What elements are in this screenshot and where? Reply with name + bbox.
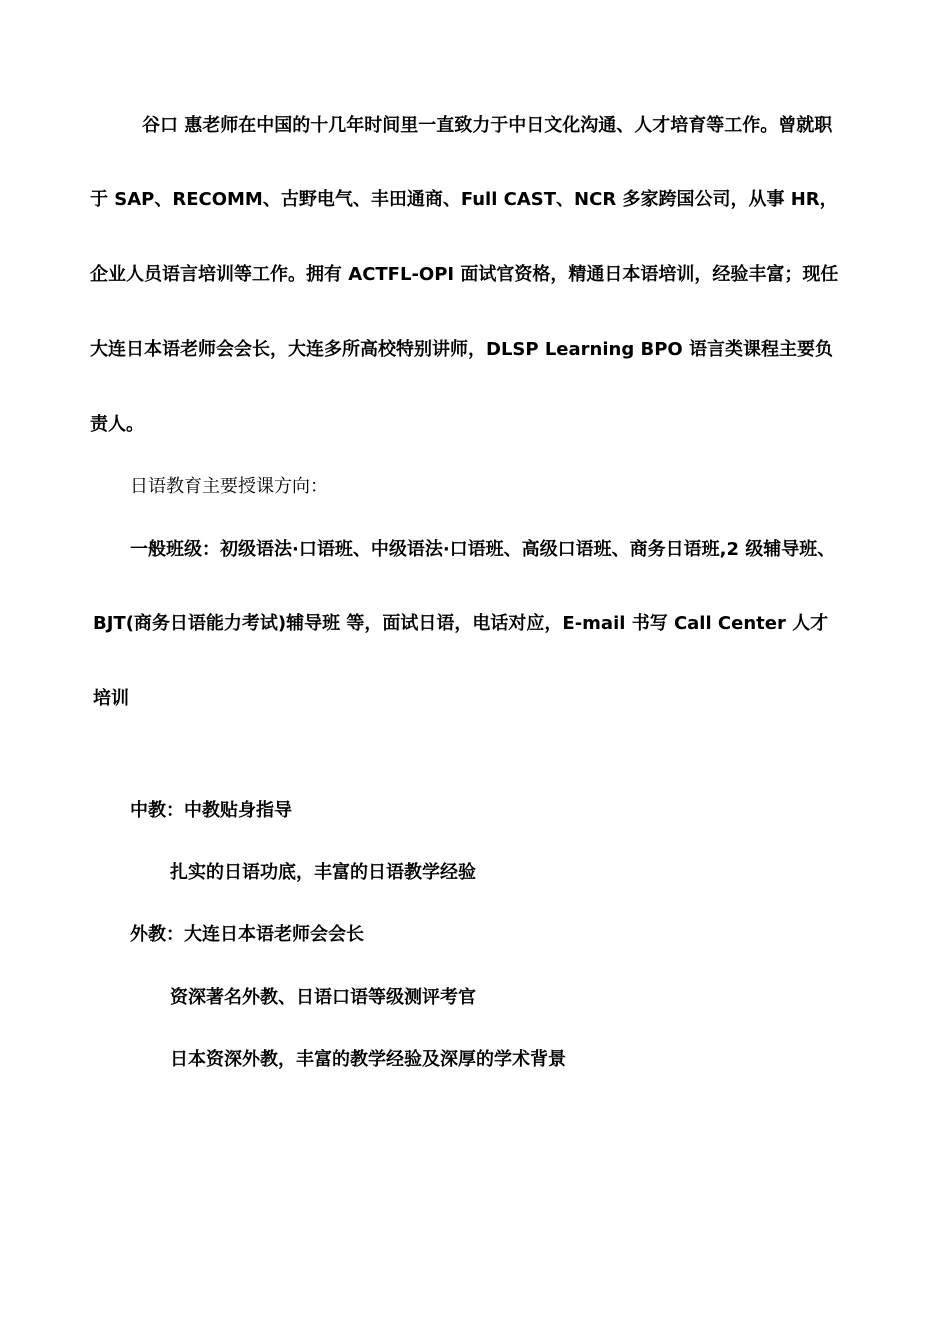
course-line-3: 培训 [93,688,129,709]
intro-line-2: 于 SAP、RECOMM、古野电气、丰田通商、Full CAST、NCR 多家跨国公司，从事 HR， [90,189,838,210]
direction-heading: 日语教育主要授课方向： [130,476,328,497]
intro-line-5: 责人。 [90,414,144,435]
chinese-teacher-heading: 中教：中教贴身指导 [130,800,292,821]
chinese-teacher-detail: 扎实的日语功底，丰富的日语教学经验 [170,862,476,883]
foreign-teacher-detail-2: 日本资深外教，丰富的教学经验及深厚的学术背景 [170,1049,566,1070]
intro-line-3: 企业人员语言培训等工作。拥有 ACTFL-OPI 面试官资格，精通日本语培训，经验丰富；现任 [90,264,839,285]
intro-line-1: 谷口 惠老师在中国的十几年时间里一直致力于中日文化沟通、人才培育等工作。曾就职 [142,115,833,136]
foreign-teacher-heading: 外教：大连日本语老师会会长 [130,924,364,945]
foreign-teacher-detail-1: 资深著名外教、日语口语等级测评考官 [170,987,476,1008]
course-line-2: BJT(商务日语能力考试)辅导班 等，面试日语，电话对应，E-mail 书写 Call Center 人才 [93,613,829,634]
course-line-1: 一般班级：初级语法·口语班、中级语法·口语班、高级口语班、商务日语班,2 级辅导班、 [130,539,836,560]
intro-line-4: 大连日本语老师会会长，大连多所高校特别讲师，DLSP Learning BPO 语言类课程主要负 [90,339,833,360]
